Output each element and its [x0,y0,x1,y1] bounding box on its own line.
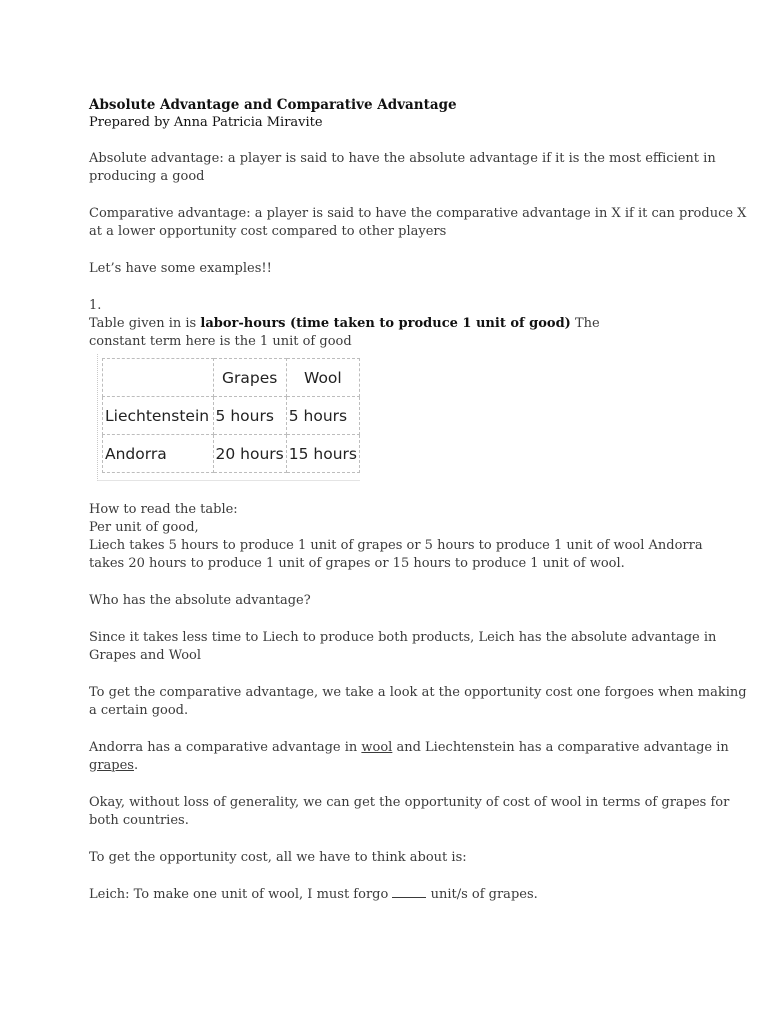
document-page [89,96,747,351]
table-cell: Liechtenstein [103,397,214,435]
table-header-cell [103,359,214,397]
example-1 [89,297,689,351]
labor-hours-table-image [97,354,360,481]
examples-intro: Let’s have some examples!! [89,261,272,276]
table-intro: Table given in is labor-hours (time taken to produce 1 unit of good) The [89,316,600,331]
how-to-read: How to read the table: Per unit of good, Liech takes 5 hours to produce 1 unit of grapes or 5 hours to produce 1 unit of wool Andorra takes 20 hours to produce 1 unit of grapes or 15 hours to produce 1 unit of wool. [89,502,703,571]
table-cell: Andorra [103,435,214,473]
fill-in-blank [392,887,426,898]
opportunity-cost-intro: To get the opportunity cost, all we have to think about is: [89,850,467,865]
absolute-question: Who has the absolute advantage? [89,593,311,608]
labor-hours-table [102,358,360,473]
comparative-definition: Comparative advantage: a player is said to have the comparative advantage in X if it can produce X at a lower opportunity cost compared to other players [89,206,747,239]
leich-fill-in: Leich: To make one unit of wool, I must forgo unit/s of grapes. [89,887,538,902]
generality-paragraph: Okay, without loss of generality, we can get the opportunity of cost of wool in terms of grapes for both countries. [89,795,730,828]
document-title: Absolute Advantage and Comparative Advantage [89,97,457,113]
table-cell: 5 hours [286,397,359,435]
table-cell: 5 hours [213,397,286,435]
table-header-cell: Wool [286,359,359,397]
table-cell: 15 hours [286,435,359,473]
document-page-continued [89,501,747,904]
author-line: Prepared by Anna Patricia Miravite [89,115,323,130]
table-header-row [103,359,360,397]
wool-underlined: wool [361,740,393,755]
table-cell: 20 hours [213,435,286,473]
table-header-cell: Grapes [213,359,286,397]
grapes-underlined: grapes [89,758,134,773]
comparative-statement: Andorra has a comparative advantage in wool and Liechtenstein has a comparative advantage in grapes. [89,740,729,773]
comparative-intro: To get the comparative advantage, we take a look at the opportunity cost one forgoes when making a certain good. [89,685,747,718]
absolute-definition: Absolute advantage: a player is said to have the absolute advantage if it is the most efficient in producing a good [89,151,716,184]
absolute-answer: Since it takes less time to Liech to produce both products, Leich has the absolute advantage in Grapes and Wool [89,630,717,663]
table-row [103,397,360,435]
table-intro-2: constant term here is the 1 unit of good [89,334,352,349]
example-number: 1. [89,298,102,313]
table-row [103,435,360,473]
